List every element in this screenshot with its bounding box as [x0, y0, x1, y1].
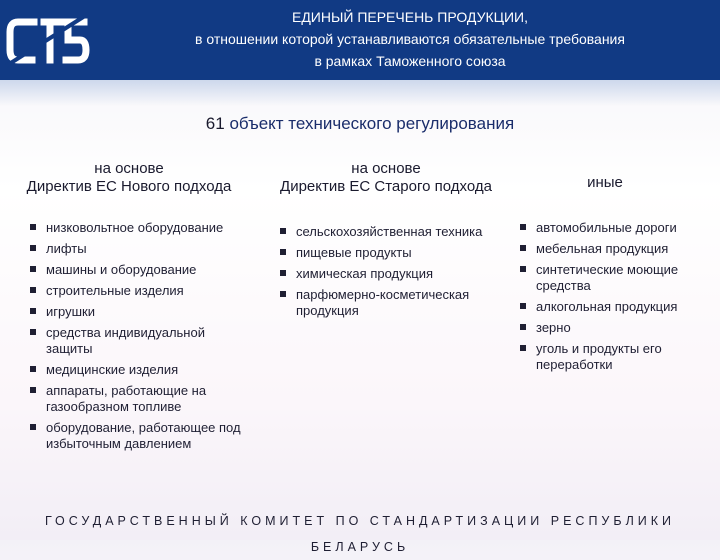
list-item: аппараты, работающие на газообразном топливе — [28, 383, 248, 415]
list-item: зерно — [518, 320, 714, 336]
list-item: автомобильные дороги — [518, 220, 714, 236]
stb-logo-icon — [4, 10, 90, 72]
subtitle — [0, 114, 720, 134]
decorative-ribbon — [0, 80, 720, 106]
footer-organization: ГОСУДАРСТВЕННЫЙ КОМИТЕТ ПО СТАНДАРТИЗАЦИИ РЕСПУБЛИКИ БЕЛАРУСЬ — [44, 514, 676, 554]
subtitle-number: 61 — [205, 114, 225, 133]
list-item: алкогольная продукция — [518, 299, 714, 315]
list-item: низковольтное оборудование — [28, 220, 248, 236]
column-new-approach-list — [28, 220, 248, 457]
list-item: машины и оборудование — [28, 262, 248, 278]
list-item: оборудование, работающее под избыточным давлением — [28, 420, 248, 452]
list-item: парфюмерно-косметическая продукция — [278, 287, 483, 319]
column-other-head — [520, 174, 690, 192]
list-item: уголь и продукты его переработки — [518, 341, 714, 373]
column-head-line2: Директив ЕС Нового подхода — [26, 178, 232, 195]
list-item: игрушки — [28, 304, 248, 320]
list-item: лифты — [28, 241, 248, 257]
list-item: сельскохозяйственная техника — [278, 224, 483, 240]
header-banner — [0, 0, 720, 80]
column-head-line1: на основе — [94, 160, 164, 177]
column-other-list — [518, 220, 714, 378]
list-item: медицинские изделия — [28, 362, 248, 378]
header-title-line3: в рамках Таможенного союза — [314, 53, 506, 69]
column-head-line1: на основе — [351, 160, 421, 177]
header-title-line1: ЕДИНЫЙ ПЕРЕЧЕНЬ ПРОДУКЦИИ, — [291, 9, 528, 25]
header-title — [100, 6, 720, 72]
column-head-line2: Директив ЕС Старого подхода — [280, 178, 492, 195]
subtitle-text: объект технического регулирования — [224, 114, 515, 133]
column-new-approach-head — [0, 160, 258, 196]
header-title-line2: в отношении которой устанавливаются обязательные требования — [195, 31, 625, 47]
column-head-line1: иные — [587, 174, 623, 191]
list-item: мебельная продукция — [518, 241, 714, 257]
list-item: химическая продукция — [278, 266, 483, 282]
column-old-approach-head — [255, 160, 517, 196]
column-old-approach-list — [278, 224, 483, 324]
list-item: синтетические моющие средства — [518, 262, 714, 294]
list-item: пищевые продукты — [278, 245, 483, 261]
list-item: средства индивидуальной защиты — [28, 325, 248, 357]
list-item: строительные изделия — [28, 283, 248, 299]
